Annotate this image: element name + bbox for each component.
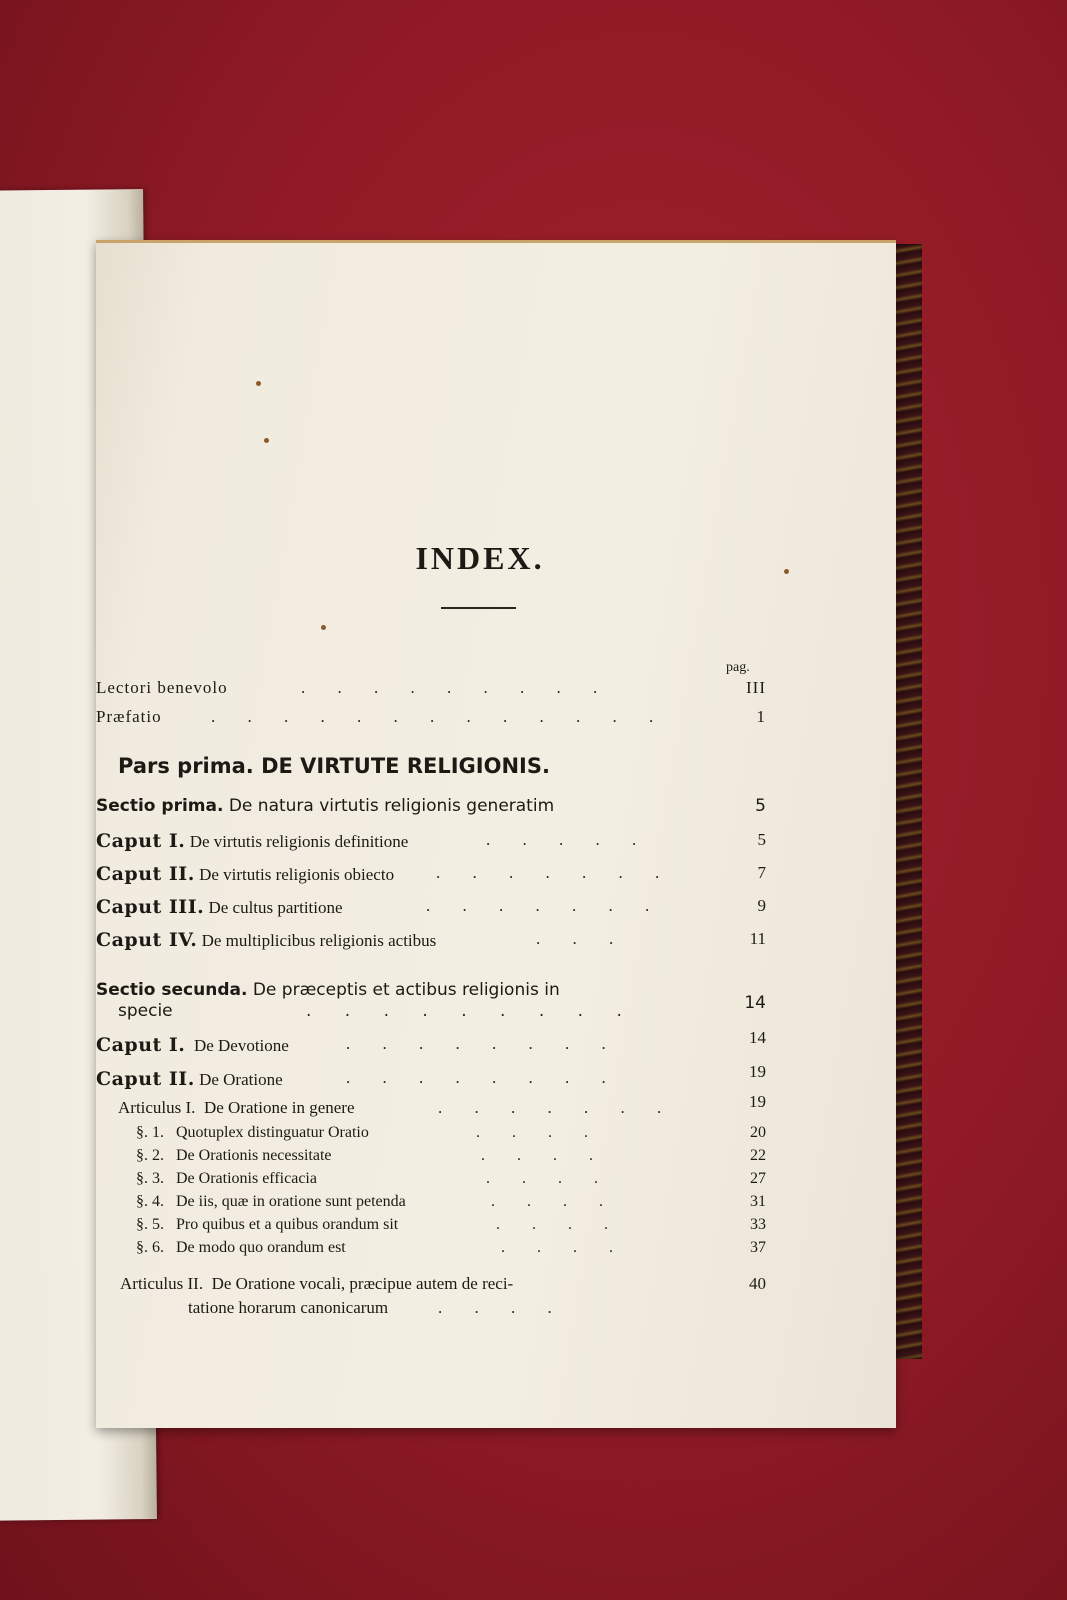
leader-dots: . . . . (438, 1298, 566, 1317)
articulus-text-cont: tatione horarum canonicarum (188, 1298, 389, 1317)
articulus-kw: Articulus I. (118, 1098, 196, 1117)
paragraph-text: De Orationis efficacia (176, 1170, 317, 1187)
leader-dots: . . . . . . . . (346, 1068, 620, 1087)
leader-dots: . . . . . . . . . (306, 1001, 636, 1021)
caput-kw: Caput IV. (96, 929, 198, 951)
leader-dots: . . . . . . . . (346, 1034, 620, 1053)
caput-text: De Oratione (199, 1070, 283, 1089)
paragraph-num: §. 3. (136, 1170, 164, 1187)
caput-text: De multiplicibus religionis actibus (201, 931, 437, 950)
toc-label: Præfatio (96, 707, 162, 726)
pag-label: pag. (726, 660, 750, 675)
leader-dots: . . . . (481, 1147, 607, 1164)
toc-page: 5 (755, 796, 766, 816)
foxing-spot (256, 381, 261, 386)
caput-text: De cultus partitione (208, 898, 343, 917)
caput-text: De virtutis religionis definitione (189, 832, 409, 851)
toc-page: 19 (749, 1092, 766, 1111)
leader-dots: . . . . (486, 1170, 612, 1187)
leader-dots: . . . . (501, 1239, 627, 1256)
toc-page: 40 (749, 1274, 766, 1293)
leader-dots: . . . . . (486, 830, 651, 849)
toc-page: 9 (757, 896, 766, 915)
caput-kw: Caput II. (96, 1068, 195, 1090)
articulus-kw: Articulus II. (120, 1274, 204, 1293)
paragraph-text: Pro quibus et a quibus orandum sit (176, 1216, 399, 1233)
toc-page: 31 (750, 1193, 766, 1210)
leader-dots: . . . . . . . . . (301, 678, 612, 697)
paragraph-text: De Orationis necessitate (176, 1147, 332, 1164)
sectio-kw: Sectio prima. (96, 796, 224, 816)
title-rule (441, 607, 516, 609)
toc-label: Lectori benevolo (96, 678, 228, 697)
toc-page: 7 (757, 863, 766, 882)
paragraph-num: §. 5. (136, 1216, 164, 1233)
paragraph-text: Quotuplex distinguatur Oratio (176, 1124, 369, 1141)
leader-dots: . . . (536, 929, 628, 948)
caput-kw: Caput I. (96, 830, 186, 852)
paragraph-num: §. 6. (136, 1239, 164, 1256)
leader-dots: . . . . . . . (426, 896, 664, 915)
paragraph-text: De modo quo orandum est (176, 1239, 346, 1256)
leader-dots: . . . . . . . (438, 1098, 676, 1117)
paragraph-num: §. 2. (136, 1147, 164, 1164)
toc-page: 37 (750, 1239, 766, 1256)
toc-page: 11 (749, 929, 766, 948)
toc-page: 19 (749, 1062, 766, 1081)
caput-text: De virtutis religionis obiecto (199, 865, 395, 884)
foxing-spot (264, 438, 269, 443)
toc-page: 14 (749, 1028, 766, 1047)
caput-text: De Devotione (193, 1036, 289, 1055)
toc-page: 22 (750, 1147, 766, 1164)
sectio-text: De præceptis et actibus religionis in (252, 980, 560, 1000)
toc-page: III (746, 678, 766, 697)
toc-page: 14 (744, 993, 766, 1013)
articulus-text: De Oratione in genere (203, 1098, 355, 1117)
leader-dots: . . . . (496, 1216, 622, 1233)
leader-dots: . . . . . . . (436, 863, 674, 882)
caput-kw: Caput I. (96, 1034, 186, 1056)
articulus-text: De Oratione vocali, præcipue autem de reci- (211, 1274, 514, 1293)
toc-page: 20 (750, 1124, 766, 1141)
sectio-text-cont: specie (118, 1001, 173, 1021)
toc-page: 33 (750, 1216, 766, 1233)
foxing-spot (321, 625, 326, 630)
toc-page: 27 (750, 1170, 766, 1187)
paragraph-num: §. 1. (136, 1124, 164, 1141)
toc-page: 5 (757, 830, 766, 849)
sectio-text: De natura virtutis religionis generatim (228, 796, 555, 816)
paragraph-num: §. 4. (136, 1193, 164, 1210)
caput-kw: Caput III. (96, 896, 205, 918)
leader-dots: . . . . (491, 1193, 617, 1210)
leader-dots: . . . . . . . . . . . . . (211, 707, 668, 726)
index-title: INDEX. (415, 540, 545, 576)
toc-page: 1 (756, 707, 766, 726)
leader-dots: . . . . (476, 1124, 602, 1141)
pars-title: Pars prima. DE VIRTUTE RELIGIONIS. (118, 754, 550, 778)
paragraph-text: De iis, quæ in oratione sunt petenda (176, 1193, 406, 1210)
sectio-kw: Sectio secunda. (96, 980, 248, 1000)
caput-kw: Caput II. (96, 863, 195, 885)
